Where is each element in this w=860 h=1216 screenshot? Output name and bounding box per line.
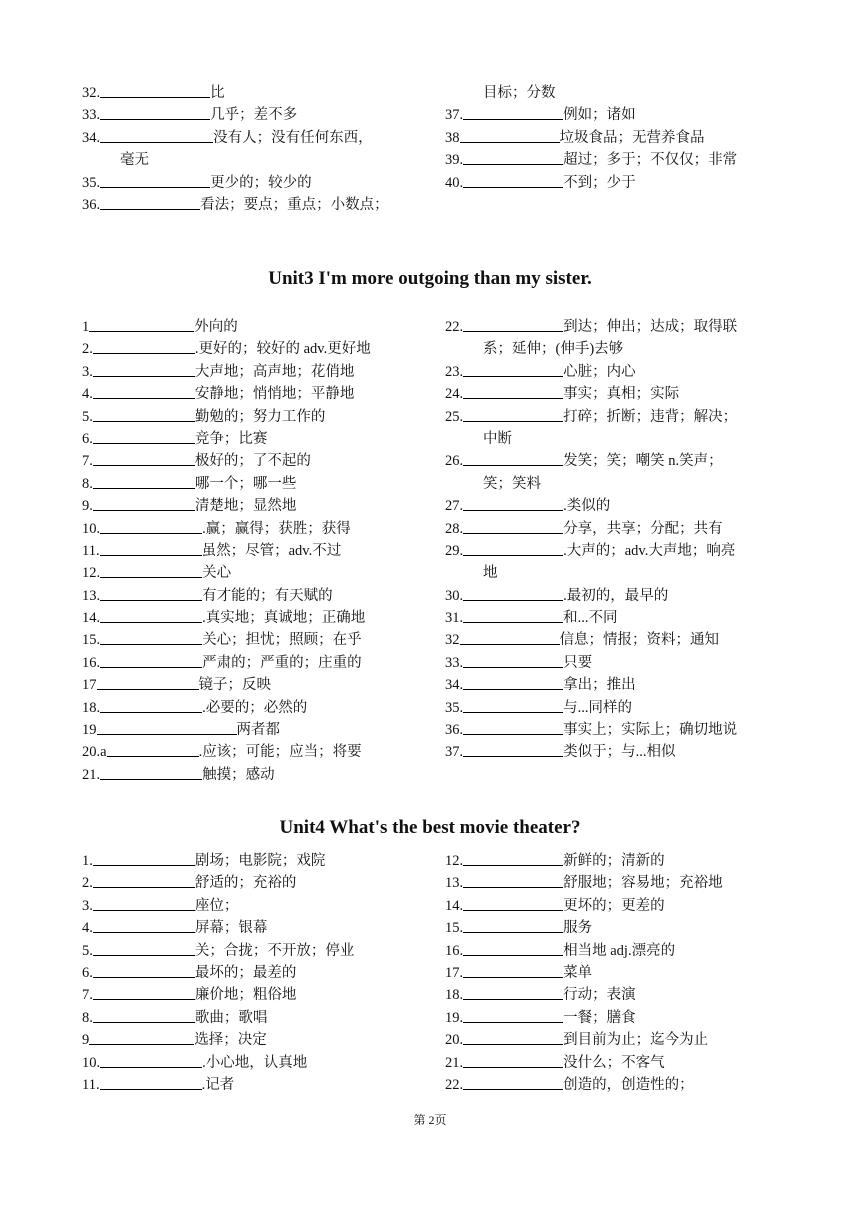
answer-blank[interactable]: [93, 407, 195, 422]
entry-definition: 一餐；膳食: [563, 1009, 636, 1026]
entry-number: 3.: [82, 363, 93, 380]
entry-number: 9.: [82, 498, 93, 515]
answer-blank[interactable]: [463, 173, 563, 188]
answer-blank[interactable]: [463, 1008, 563, 1023]
answer-blank[interactable]: [100, 608, 202, 623]
entry-definition: 两者都: [236, 722, 280, 739]
entry-definition: 极好的；了不起的: [194, 453, 311, 470]
entry-number: 10.: [82, 1054, 101, 1071]
entry-number: 14.: [445, 897, 464, 914]
answer-blank[interactable]: [463, 362, 563, 377]
entry-definition: 分享，共享；分配；共有: [563, 520, 723, 537]
answer-blank[interactable]: [463, 1075, 563, 1090]
vocab-entry: [82, 172, 422, 194]
answer-blank[interactable]: [93, 896, 195, 911]
entry-number: 20.a: [82, 744, 107, 761]
entry-definition: 拿出；推出: [563, 677, 636, 694]
entry-definition: 发笑；笑；嘲笑 n.笑声；: [563, 453, 723, 470]
entry-definition: .记者: [201, 1076, 235, 1093]
entry-definition: 新鲜的；清新的: [563, 853, 665, 869]
vocab-entry: [82, 652, 422, 674]
answer-blank[interactable]: [97, 675, 199, 690]
entry-definition: 例如；诸如: [563, 107, 636, 124]
entry-number: 31.: [445, 610, 464, 627]
entry-definition: 信息；情报；资料；通知: [559, 632, 719, 649]
entry-number: 8.: [82, 475, 93, 492]
entry-number: 29.: [445, 542, 464, 559]
entry-definition: 只要: [563, 654, 593, 671]
vocab-entry: [82, 962, 422, 984]
entry-number: 19: [82, 722, 97, 739]
entry-number: 25.: [445, 408, 464, 425]
entry-number: 37.: [445, 744, 464, 761]
answer-blank[interactable]: [100, 630, 202, 645]
vocab-entry: [82, 316, 422, 338]
vocab-entry: [445, 383, 785, 405]
answer-blank[interactable]: [100, 519, 202, 534]
vocab-entry: [82, 850, 422, 872]
entry-number: 28.: [445, 520, 464, 537]
answer-blank[interactable]: [463, 384, 563, 399]
entry-number: 14.: [82, 610, 101, 627]
entry-number: 22.: [445, 319, 464, 335]
vocab-entry: [82, 540, 422, 562]
entry-definition: 座位；: [194, 897, 239, 914]
entry-definition: 大声地；高声地；花俏地: [194, 363, 355, 380]
vocab-entry: [445, 984, 785, 1006]
vocab-entry: [445, 850, 785, 872]
entry-definition: 更坏的；更差的: [563, 897, 665, 914]
entry-number: 15.: [445, 920, 464, 937]
vocab-entry: [82, 607, 422, 629]
entry-definition: 没有人；没有任何东西，: [213, 129, 373, 146]
entry-number: 6.: [82, 964, 93, 981]
entry-definition: 创造的，创造性的；: [563, 1076, 694, 1093]
answer-blank[interactable]: [463, 698, 563, 713]
answer-blank[interactable]: [463, 451, 563, 466]
entry-number: 1: [82, 319, 90, 335]
entry-number: 27.: [445, 498, 464, 515]
vocab-entry-continuation: [445, 82, 785, 104]
entry-definition: 关心: [202, 565, 232, 582]
entry-number: 38: [445, 129, 460, 146]
vocab-entry: [445, 741, 785, 763]
entry-number: 23.: [445, 363, 464, 380]
vocab-entry-continuation: [445, 562, 785, 584]
answer-blank[interactable]: [463, 317, 563, 332]
entry-definition: 超过；多于；不仅仅；非常: [563, 152, 738, 169]
answer-blank[interactable]: [460, 630, 560, 645]
unit4-left-column: [82, 850, 422, 1096]
vocab-entry: [82, 562, 422, 584]
vocab-entry: [82, 518, 422, 540]
vocab-entry: [445, 629, 785, 651]
entry-definition: 笑；笑料: [483, 475, 541, 492]
answer-blank[interactable]: [100, 128, 213, 143]
answer-blank[interactable]: [89, 317, 194, 332]
answer-blank[interactable]: [463, 541, 563, 556]
vocab-entry: [445, 149, 785, 171]
vocab-entry: [82, 585, 422, 607]
entry-definition: 比: [210, 85, 225, 101]
entry-number: 24.: [445, 386, 464, 403]
vocab-entry: [445, 895, 785, 917]
entry-definition: 系；延伸；(伸手)去够: [483, 341, 624, 358]
vocab-entry: [82, 473, 422, 495]
answer-blank[interactable]: [463, 896, 563, 911]
entry-number: 2.: [82, 341, 93, 358]
answer-blank[interactable]: [93, 985, 195, 1000]
vocab-entry: [82, 82, 422, 104]
vocab-entry: [445, 540, 785, 562]
entry-number: 33.: [82, 107, 101, 124]
entry-number: 2.: [82, 875, 93, 892]
vocab-entry: [445, 172, 785, 194]
entry-number: 18.: [82, 699, 101, 716]
vocab-entry: [445, 104, 785, 126]
answer-blank[interactable]: [93, 496, 195, 511]
vocab-entry: [445, 585, 785, 607]
entry-number: 8.: [82, 1009, 93, 1026]
entry-definition: 类似于；与...相似: [563, 744, 676, 761]
entry-definition: 外向的: [194, 319, 238, 335]
vocab-entry: [445, 1007, 785, 1029]
prev-unit-right-column: [445, 82, 785, 194]
entry-definition: 几乎；差不多: [210, 107, 298, 124]
entry-definition: 心脏；内心: [563, 363, 636, 380]
entry-number: 26.: [445, 453, 464, 470]
entry-number: 16.: [445, 942, 464, 959]
vocab-entry: [445, 940, 785, 962]
entry-definition: .必要的；必然的: [202, 699, 308, 716]
vocab-entry: [82, 872, 422, 894]
vocab-entry: [82, 495, 422, 517]
answer-blank[interactable]: [463, 742, 563, 757]
entry-definition: 不到；少于: [563, 174, 636, 191]
vocab-entry: [445, 962, 785, 984]
vocab-entry: [82, 194, 422, 216]
vocab-entry: [82, 428, 422, 450]
vocab-entry: [82, 984, 422, 1006]
vocab-entry: [82, 104, 422, 126]
entry-definition: 行动；表演: [563, 987, 636, 1004]
entry-number: 34.: [445, 677, 464, 694]
vocab-entry-continuation: [445, 473, 785, 495]
vocab-entry: [445, 495, 785, 517]
answer-blank[interactable]: [463, 941, 563, 956]
entry-number: 35.: [445, 699, 464, 716]
entry-number: 33.: [445, 654, 464, 671]
answer-blank[interactable]: [100, 765, 202, 780]
entry-definition: 歌曲；歌唱: [194, 1009, 268, 1026]
answer-blank[interactable]: [93, 362, 195, 377]
vocab-entry: [445, 406, 785, 428]
vocab-entry: [82, 450, 422, 472]
answer-blank[interactable]: [100, 653, 202, 668]
entry-number: 37.: [445, 107, 464, 124]
answer-blank[interactable]: [463, 496, 563, 511]
entry-number: 17: [82, 677, 97, 694]
vocab-entry: [82, 741, 422, 763]
entry-number: 5.: [82, 408, 93, 425]
answer-blank[interactable]: [463, 586, 563, 601]
answer-blank[interactable]: [463, 720, 563, 735]
vocab-entry: [445, 1029, 785, 1051]
vocab-entry: [82, 1007, 422, 1029]
unit3-left-column: [82, 316, 422, 786]
entry-definition: 安静地；悄悄地；平静地: [194, 386, 355, 403]
entry-definition: 严肃的；严重的；庄重的: [202, 654, 362, 671]
answer-blank[interactable]: [100, 1075, 202, 1090]
entry-number: 12.: [445, 853, 464, 869]
vocab-entry: [82, 917, 422, 939]
vocab-entry: [445, 719, 785, 741]
entry-number: 30.: [445, 587, 464, 604]
answer-blank[interactable]: [107, 742, 199, 757]
vocab-entry: [82, 697, 422, 719]
vocab-entry: [82, 1074, 422, 1096]
answer-blank[interactable]: [463, 150, 563, 165]
vocab-entry: [82, 674, 422, 696]
answer-blank[interactable]: [463, 407, 563, 422]
entry-definition: .真实地；真诚地；正确地: [202, 610, 366, 627]
entry-definition: 舒服地；容易地；充裕地: [563, 875, 723, 892]
answer-blank[interactable]: [463, 851, 563, 866]
entry-number: 11.: [82, 1076, 100, 1093]
answer-blank[interactable]: [93, 384, 195, 399]
entry-definition: 竞争；比赛: [194, 430, 268, 447]
answer-blank[interactable]: [463, 873, 563, 888]
answer-blank[interactable]: [100, 541, 202, 556]
answer-blank[interactable]: [93, 474, 195, 489]
vocab-entry: [445, 652, 785, 674]
entry-definition: .类似的: [563, 498, 611, 515]
vocab-entry: [82, 895, 422, 917]
vocab-entry: [445, 361, 785, 383]
entry-number: 10.: [82, 520, 101, 537]
vocab-entry: [82, 1029, 422, 1051]
answer-blank[interactable]: [463, 653, 563, 668]
entry-number: 7.: [82, 987, 93, 1004]
answer-blank[interactable]: [93, 941, 195, 956]
entry-number: 5.: [82, 942, 93, 959]
entry-definition: 勤勉的；努力工作的: [194, 408, 326, 425]
vocab-entry-continuation: [445, 428, 785, 450]
entry-definition: 选择；决定: [194, 1032, 267, 1049]
vocab-entry: [82, 764, 422, 786]
vocab-entry: [445, 450, 785, 472]
entry-number: 3.: [82, 897, 93, 914]
vocab-entry: [445, 1052, 785, 1074]
entry-number: 19.: [445, 1009, 464, 1026]
entry-definition: 和...不同: [563, 610, 618, 627]
vocab-entry: [445, 127, 785, 149]
entry-definition: .应该；可能；应当；将要: [198, 744, 362, 761]
entry-definition: 中断: [483, 430, 512, 447]
vocab-entry-continuation: [82, 149, 422, 171]
answer-blank[interactable]: [93, 429, 195, 444]
entry-number: 7.: [82, 453, 93, 470]
answer-blank[interactable]: [100, 586, 202, 601]
entry-definition: 镜子；反映: [198, 677, 271, 694]
entry-definition: 到达；伸出；达成；取得联: [563, 319, 738, 335]
entry-definition: 清楚地；显然地: [194, 498, 297, 515]
vocab-entry: [445, 872, 785, 894]
vocab-entry: [82, 383, 422, 405]
answer-blank[interactable]: [463, 1030, 563, 1045]
answer-blank[interactable]: [460, 128, 560, 143]
vocab-entry: [82, 127, 422, 149]
entry-number: 9: [82, 1032, 90, 1049]
answer-blank[interactable]: [463, 963, 563, 978]
entry-definition: 关；合拢；不开放；停业: [194, 942, 355, 959]
vocab-entry: [445, 917, 785, 939]
entry-definition: 关心；担忧；照顾；在乎: [202, 632, 362, 649]
entry-definition: 相当地 adj.漂亮的: [563, 942, 676, 959]
entry-number: 17.: [445, 964, 464, 981]
entry-number: 11.: [82, 542, 100, 559]
entry-definition: 哪一个；哪一些: [194, 475, 297, 492]
entry-definition: 虽然；尽管；adv.不过: [201, 542, 342, 559]
entry-definition: 地: [483, 565, 498, 582]
answer-blank[interactable]: [463, 675, 563, 690]
vocab-entry: [445, 607, 785, 629]
entry-definition: 没什么；不客气: [563, 1054, 665, 1071]
entry-number: 32.: [82, 85, 101, 101]
entry-number: 36.: [445, 722, 464, 739]
entry-number: 12.: [82, 565, 101, 582]
entry-number: 40.: [445, 174, 464, 191]
unit3-right-column: [445, 316, 785, 764]
answer-blank[interactable]: [97, 720, 237, 735]
entry-number: 1.: [82, 853, 93, 869]
answer-blank[interactable]: [93, 339, 195, 354]
answer-blank[interactable]: [463, 985, 563, 1000]
answer-blank[interactable]: [100, 105, 210, 120]
vocab-entry: [445, 316, 785, 338]
vocab-entry: [445, 697, 785, 719]
entry-definition: 最坏的；最差的: [194, 964, 297, 981]
entry-definition: 服务: [563, 920, 593, 937]
entry-number: 15.: [82, 632, 101, 649]
answer-blank[interactable]: [93, 963, 195, 978]
entry-definition: .小心地，认真地: [202, 1054, 308, 1071]
answer-blank[interactable]: [100, 173, 210, 188]
entry-number: 4.: [82, 920, 93, 937]
entry-number: 18.: [445, 987, 464, 1004]
entry-definition: 菜单: [563, 964, 593, 981]
answer-blank[interactable]: [100, 563, 202, 578]
vocab-entry: [82, 338, 422, 360]
vocab-entry: [82, 940, 422, 962]
entry-definition: 剧场；电影院；戏院: [194, 853, 326, 869]
vocab-entry: [82, 1052, 422, 1074]
vocab-entry: [445, 674, 785, 696]
answer-blank[interactable]: [100, 195, 200, 210]
entry-definition: .更好的；较好的 adv.更好地: [194, 341, 371, 358]
entry-definition: 目标；分数: [483, 85, 556, 101]
vocab-entry: [445, 518, 785, 540]
entry-definition: .最初的，最早的: [563, 587, 669, 604]
prev-unit-left-column: [82, 82, 422, 216]
entry-definition: 到目前为止；迄今为止: [563, 1032, 709, 1049]
entry-number: 13.: [445, 875, 464, 892]
entry-definition: 与...同样的: [563, 699, 632, 716]
vocab-entry-continuation: [445, 338, 785, 360]
answer-blank[interactable]: [93, 451, 195, 466]
entry-definition: 打碎；折断；违背；解决；: [563, 408, 738, 425]
entry-definition: 看法；要点；重点；小数点；: [200, 196, 389, 213]
answer-blank[interactable]: [463, 519, 563, 534]
entry-number: 4.: [82, 386, 93, 403]
answer-blank[interactable]: [100, 698, 202, 713]
entry-number: 20.: [445, 1032, 464, 1049]
answer-blank[interactable]: [93, 1008, 195, 1023]
vocab-entry: [82, 361, 422, 383]
entry-definition: .赢；赢得；获胜；获得: [202, 520, 351, 537]
answer-blank[interactable]: [93, 918, 195, 933]
unit3-title: Unit3 I'm more outgoing than my sister.: [268, 268, 592, 289]
answer-blank[interactable]: [100, 83, 210, 98]
vocab-entry: [82, 719, 422, 741]
answer-blank[interactable]: [463, 1053, 563, 1068]
entry-number: 21.: [82, 766, 101, 783]
entry-definition: 有才能的；有天赋的: [202, 587, 333, 604]
entry-definition: 垃圾食品；无营养食品: [559, 129, 705, 146]
entry-definition: 事实；真相；实际: [563, 386, 680, 403]
answer-blank[interactable]: [463, 608, 563, 623]
entry-definition: 舒适的；充裕的: [194, 875, 297, 892]
entry-number: 6.: [82, 430, 93, 447]
answer-blank[interactable]: [463, 105, 563, 120]
entry-definition: 屏幕；银幕: [194, 920, 268, 937]
entry-number: 36.: [82, 196, 101, 213]
unit4-title: Unit4 What's the best movie theater?: [279, 817, 581, 838]
entry-definition: 毫无: [120, 152, 149, 169]
entry-number: 16.: [82, 654, 101, 671]
entry-number: 39.: [445, 152, 464, 169]
entry-number: 35.: [82, 174, 101, 191]
entry-definition: 触摸；感动: [202, 766, 275, 783]
entry-definition: 事实上；实际上；确切地说: [563, 722, 738, 739]
entry-number: 34.: [82, 129, 101, 146]
entry-definition: 更少的；较少的: [210, 174, 312, 191]
answer-blank[interactable]: [93, 873, 195, 888]
vocab-entry: [82, 406, 422, 428]
entry-number: 13.: [82, 587, 101, 604]
vocab-entry: [82, 629, 422, 651]
answer-blank[interactable]: [89, 1030, 194, 1045]
unit4-right-column: [445, 850, 785, 1096]
entry-number: 21.: [445, 1054, 464, 1071]
entry-number: 22.: [445, 1076, 464, 1093]
entry-definition: 廉价地；粗俗地: [194, 987, 297, 1004]
entry-definition: .大声的；adv.大声地；响亮: [563, 542, 736, 559]
vocab-entry: [445, 1074, 785, 1096]
entry-number: 32: [445, 632, 460, 649]
answer-blank[interactable]: [463, 918, 563, 933]
answer-blank[interactable]: [100, 1053, 202, 1068]
answer-blank[interactable]: [93, 851, 195, 866]
page-number: 第 2页: [413, 1113, 447, 1127]
